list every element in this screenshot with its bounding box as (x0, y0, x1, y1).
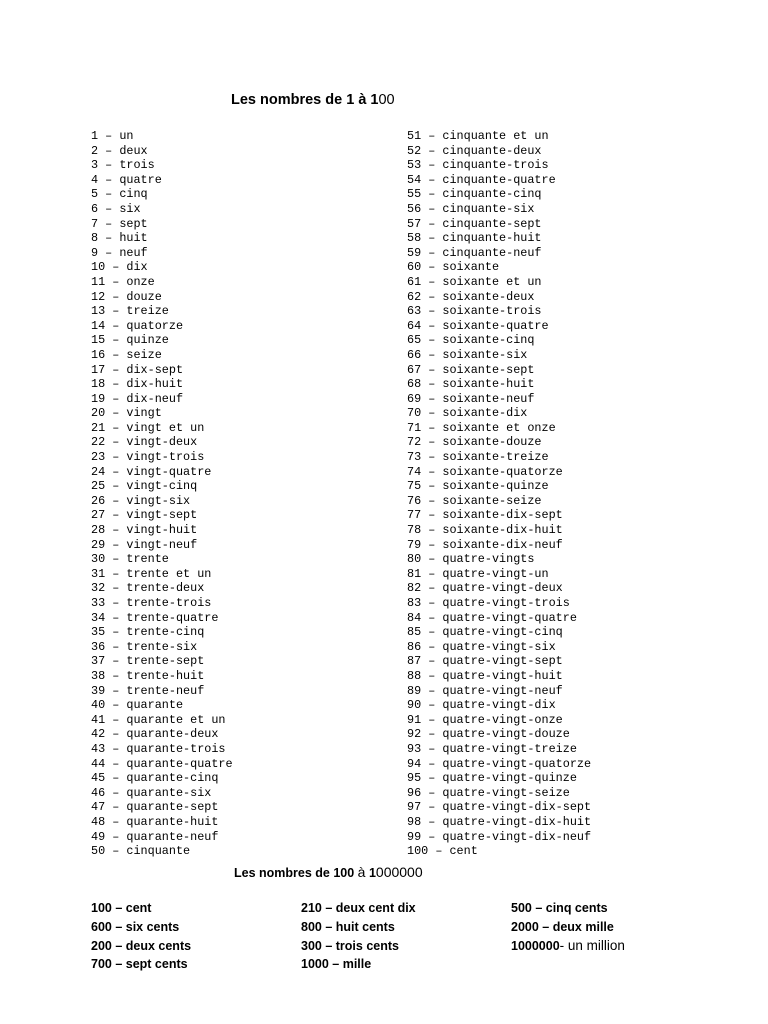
section-title (234, 864, 423, 880)
number-entry: 73 – soixante-treize (407, 450, 549, 465)
number-entry: 75 – soixante-quinze (407, 479, 549, 494)
number-entry: 28 – vingt-huit (91, 523, 198, 538)
number-entry: 33 – trente-trois (91, 596, 212, 610)
number-entry: 4 – quatre (91, 172, 162, 187)
number-entry: 20 – vingt (91, 406, 162, 421)
number-entry: 40 – quarante (91, 698, 184, 713)
number-entry: 12 – douze (91, 289, 162, 304)
number-entry: 52 – cinquante-deux (407, 143, 542, 158)
number-entry: 79 – soixante-dix-neuf (407, 537, 563, 552)
number-entry: 53 – cinquante-trois (407, 158, 549, 173)
number-entry: 7 – sept (91, 216, 148, 231)
number-entry: 2 – deux (91, 143, 148, 158)
number-entry: 5 – cinq (91, 187, 148, 202)
number-entry: 31 – trente et un (91, 566, 212, 581)
number-entry: 50 – cinquante (91, 844, 191, 859)
number-entry: 37 – trente-sept (91, 654, 205, 669)
number-entry: 60 – soixante (407, 260, 500, 275)
number-entry: 85 – quatre-vingt-cinq (407, 625, 563, 640)
number-entry: 72 – soixante-douze (407, 435, 542, 450)
number-entry: 19 – dix-neuf (91, 391, 184, 406)
number-entry: 63 – soixante-trois (407, 304, 542, 319)
number-entry: 22 – vingt-deux (91, 435, 198, 450)
number-entry: 38 – trente-huit (91, 668, 205, 683)
number-entry: 93 – quatre-vingt-treize (407, 741, 577, 756)
title-suffix: 00 (378, 92, 395, 108)
number-entry: 39 – trente-neuf (91, 683, 205, 698)
big-number-entry: 210 – deux cent dix (301, 901, 416, 915)
number-entry: 89 – quatre-vingt-neuf (407, 683, 563, 698)
number-entry: 36 – trente-six (91, 639, 198, 654)
number-entry: 25 – vingt-cinq (91, 479, 198, 494)
million-text: - un million (559, 937, 625, 953)
number-entry: 30 – trente (91, 552, 169, 567)
title-main: Les nombres de 1 à 1 (231, 92, 379, 108)
number-entry: 95 – quatre-vingt-quinze (407, 771, 577, 786)
big-number-entry: 100 – cent (91, 901, 152, 915)
number-entry: 47 – quarante-sept (91, 800, 219, 815)
number-entry: 32 – trente-deux (91, 581, 205, 596)
big-numbers-column-1 (91, 899, 191, 974)
number-entry: 46 – quarante-six (91, 785, 212, 800)
number-entry: 80 – quatre-vingts (407, 552, 535, 567)
number-entry: 59 – cinquante-neuf (407, 245, 542, 260)
number-entry: 55 – cinquante-cinq (407, 187, 542, 202)
number-entry: 58 – cinquante-huit (407, 231, 542, 246)
number-entry: 34 – trente-quatre (91, 610, 219, 625)
number-entry: 98 – quatre-vingt-dix-huit (407, 814, 592, 829)
number-entry: 78 – soixante-dix-huit (407, 523, 563, 538)
number-entry: 11 – onze (91, 274, 155, 289)
million-number: 1000000 (511, 938, 560, 953)
number-entry: 83 – quatre-vingt-trois (407, 596, 570, 610)
number-entry: 26 – vingt-six (91, 493, 191, 508)
number-entry: 76 – soixante-seize (407, 493, 542, 508)
number-entry: 92 – quatre-vingt-douze (407, 727, 570, 742)
number-entry: 27 – vingt-sept (91, 508, 198, 523)
number-entry: 68 – soixante-huit (407, 377, 535, 392)
number-entry: 15 – quinze (91, 333, 169, 348)
number-entry: 54 – cinquante-quatre (407, 172, 556, 187)
section-title-one: 1 (365, 866, 376, 880)
number-entry: 57 – cinquante-sept (407, 216, 542, 231)
number-entry: 43 – quarante-trois (91, 741, 226, 756)
number-entry: 96 – quatre-vingt-seize (407, 785, 570, 800)
number-entry: 44 – quarante-quatre (91, 756, 233, 771)
big-number-entry: 200 – deux cents (91, 938, 192, 953)
number-entry: 10 – dix (91, 260, 148, 275)
number-entry: 82 – quatre-vingt-deux (407, 581, 563, 596)
number-entry: 56 – cinquante-six (407, 201, 535, 216)
big-number-entry: 1000 – mille (301, 957, 372, 972)
number-entry: 100 – cent (407, 844, 478, 859)
number-entry: 41 – quarante et un (91, 712, 226, 727)
big-number-entry: 600 – six cents (91, 919, 180, 934)
number-entry: 45 – quarante-cinq (91, 771, 219, 786)
number-entry: 62 – soixante-deux (407, 289, 535, 304)
big-numbers-column-2 (301, 899, 416, 974)
number-entry: 74 – soixante-quatorze (407, 464, 563, 479)
number-entry: 65 – soixante-cinq (407, 333, 535, 348)
number-entry: 69 – soixante-neuf (407, 391, 535, 406)
number-entry: 48 – quarante-huit (91, 814, 219, 829)
million-item (511, 937, 625, 956)
page-title (231, 92, 395, 108)
number-entry: 9 – neuf (91, 245, 148, 260)
number-entry: 70 – soixante-dix (407, 406, 528, 421)
big-number-entry: 800 – huit cents (301, 919, 395, 934)
number-entry: 86 – quatre-vingt-six (407, 639, 556, 654)
number-entry: 61 – soixante et un (407, 274, 542, 289)
number-entry: 17 – dix-sept (91, 362, 184, 377)
number-entry: 77 – soixante-dix-sept (407, 508, 563, 523)
number-entry: 1 – un (91, 129, 134, 143)
number-entry: 91 – quatre-vingt-onze (407, 712, 563, 727)
number-entry: 16 – seize (91, 347, 162, 362)
number-entry: 21 – vingt et un (91, 420, 205, 435)
number-entry: 8 – huit (91, 231, 148, 246)
number-entry: 51 – cinquante et un (407, 129, 549, 143)
section-title-prefix: Les nombres de 100 (234, 866, 358, 880)
section-title-a: à (357, 864, 366, 880)
number-entry: 35 – trente-cinq (91, 625, 205, 640)
number-entry: 49 – quarante-neuf (91, 829, 219, 844)
numbers-51-100-list (407, 129, 591, 859)
numbers-1-50-list (91, 129, 233, 859)
big-number-entry: 300 – trois cents (301, 938, 399, 953)
number-entry: 90 – quatre-vingt-dix (407, 698, 556, 713)
number-entry: 71 – soixante et onze (407, 420, 556, 435)
number-entry: 64 – soixante-quatre (407, 318, 549, 333)
number-entry: 66 – soixante-six (407, 347, 528, 362)
number-entry: 14 – quatorze (91, 318, 184, 333)
number-entry: 23 – vingt-trois (91, 450, 205, 465)
number-entry: 18 – dix-huit (91, 377, 184, 392)
number-entry: 84 – quatre-vingt-quatre (407, 610, 577, 625)
section-title-zeros: 000000 (375, 864, 423, 880)
number-entry: 29 – vingt-neuf (91, 537, 198, 552)
big-number-entry: 2000 – deux mille (511, 919, 614, 934)
number-entry: 94 – quatre-vingt-quatorze (407, 756, 592, 771)
number-entry: 81 – quatre-vingt-un (407, 566, 549, 581)
number-entry: 24 – vingt-quatre (91, 464, 212, 479)
big-number-entry: 700 – sept cents (91, 957, 188, 972)
number-entry: 87 – quatre-vingt-sept (407, 654, 563, 669)
number-entry: 97 – quatre-vingt-dix-sept (407, 800, 592, 815)
number-entry: 99 – quatre-vingt-dix-neuf (407, 829, 592, 844)
number-entry: 6 – six (91, 201, 141, 216)
number-entry: 88 – quatre-vingt-huit (407, 668, 563, 683)
number-entry: 13 – treize (91, 304, 169, 319)
big-numbers-column-3 (511, 899, 625, 955)
big-number-entry: 500 – cinq cents (511, 901, 608, 915)
number-entry: 42 – quarante-deux (91, 727, 219, 742)
number-entry: 67 – soixante-sept (407, 362, 535, 377)
number-entry: 3 – trois (91, 158, 155, 173)
